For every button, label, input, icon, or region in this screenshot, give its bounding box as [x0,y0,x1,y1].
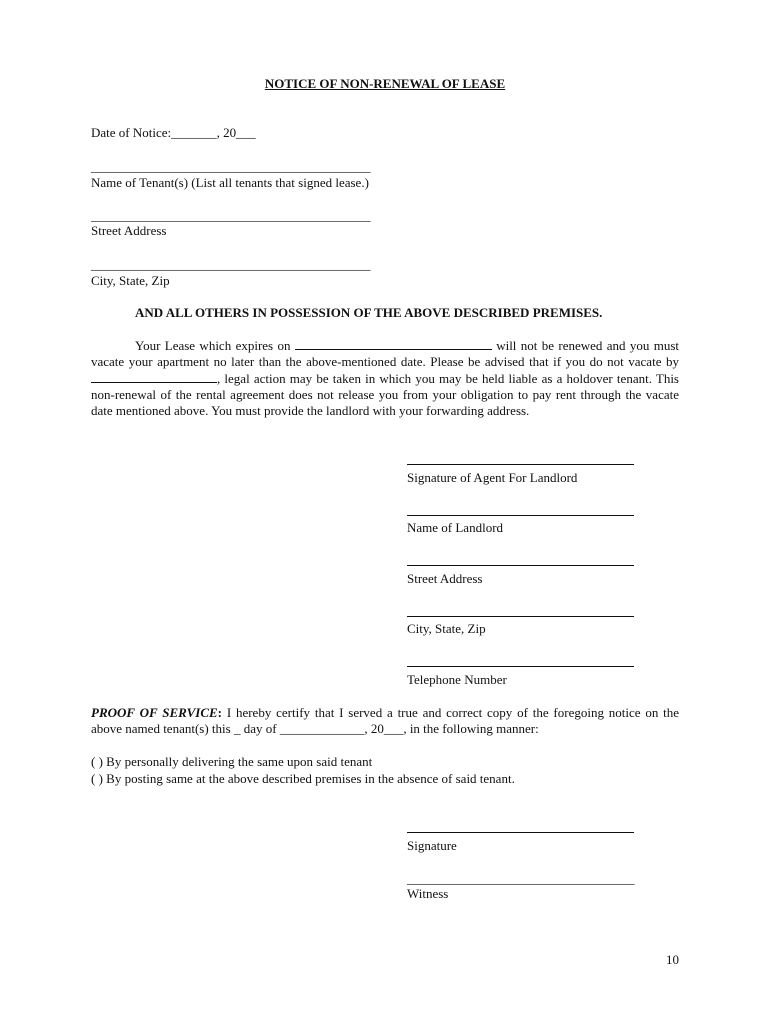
proof-day-blank[interactable]: _____________ [279,721,365,737]
vacate-by-blank[interactable] [91,371,217,383]
landlord-city-line[interactable] [407,616,634,617]
agent-signature-label: Signature of Agent For Landlord [407,470,578,485]
server-signature-label: Signature [407,838,457,853]
document-title: NOTICE OF NON-RENEWAL OF LEASE [264,76,506,91]
notice-paragraph [91,338,679,419]
witness-blank[interactable]: ___________________________________ [407,871,635,886]
landlord-phone-line[interactable] [407,666,634,667]
proof-colon: : [217,705,223,720]
landlord-city-label: City, State, Zip [407,621,486,636]
paragraph-part-1: Your Lease which expires on [135,338,291,353]
proof-text-b: , 20___, in the following manner: [364,721,539,737]
proof-of-service-heading: PROOF OF SERVICE [91,705,218,720]
witness-label: Witness [407,886,449,901]
landlord-street-label: Street Address [407,571,483,586]
service-option-posting[interactable]: ( ) By posting same at the above described premises in the absence of said tenant. [91,771,515,786]
lease-expiry-blank[interactable] [295,338,492,350]
proof-of-service-paragraph [91,705,679,738]
landlord-street-line[interactable] [407,565,634,566]
tenant-street-blank[interactable]: ___________________________________________ [91,208,371,223]
date-of-notice: Date of Notice:_______, 20___ [91,125,256,140]
agent-signature-line[interactable] [407,464,634,465]
tenant-street-label: Street Address [91,223,167,238]
landlord-name-label: Name of Landlord [407,520,504,535]
proof-text-a: I hereby certify that I served a true and correct copy of the foregoing notice on the above named tenant(s) this _ day of [91,705,680,737]
landlord-phone-label: Telephone Number [407,672,507,687]
tenant-name-label: Name of Tenant(s) (List all tenants that signed lease.) [91,175,369,190]
page-number: 10 [666,952,679,967]
tenant-city-label: City, State, Zip [91,273,170,288]
tenant-name-blank[interactable]: ___________________________________________ [91,159,371,174]
server-signature-line[interactable] [407,832,634,833]
service-option-personal[interactable]: ( ) By personally delivering the same upon said tenant [91,754,373,769]
all-others-heading: AND ALL OTHERS IN POSSESSION OF THE ABOVE DESCRIBED PREMISES. [135,305,603,320]
tenant-city-blank[interactable]: ___________________________________________ [91,257,371,272]
paragraph-part-3: , legal action may be taken in which you may be held liable as a holdover tenant. This non-renewal of the rental agreement does not release you from your obligation to pay rent through the vacate date mentioned above. You must provide the landlord with your forwarding address. [91,370,679,419]
paragraph-part-2: will not be renewed and you must vacate your apartment no later than the above-mentioned date. Please be advised that if you do not vacate by [91,338,680,370]
landlord-name-line[interactable] [407,515,634,516]
